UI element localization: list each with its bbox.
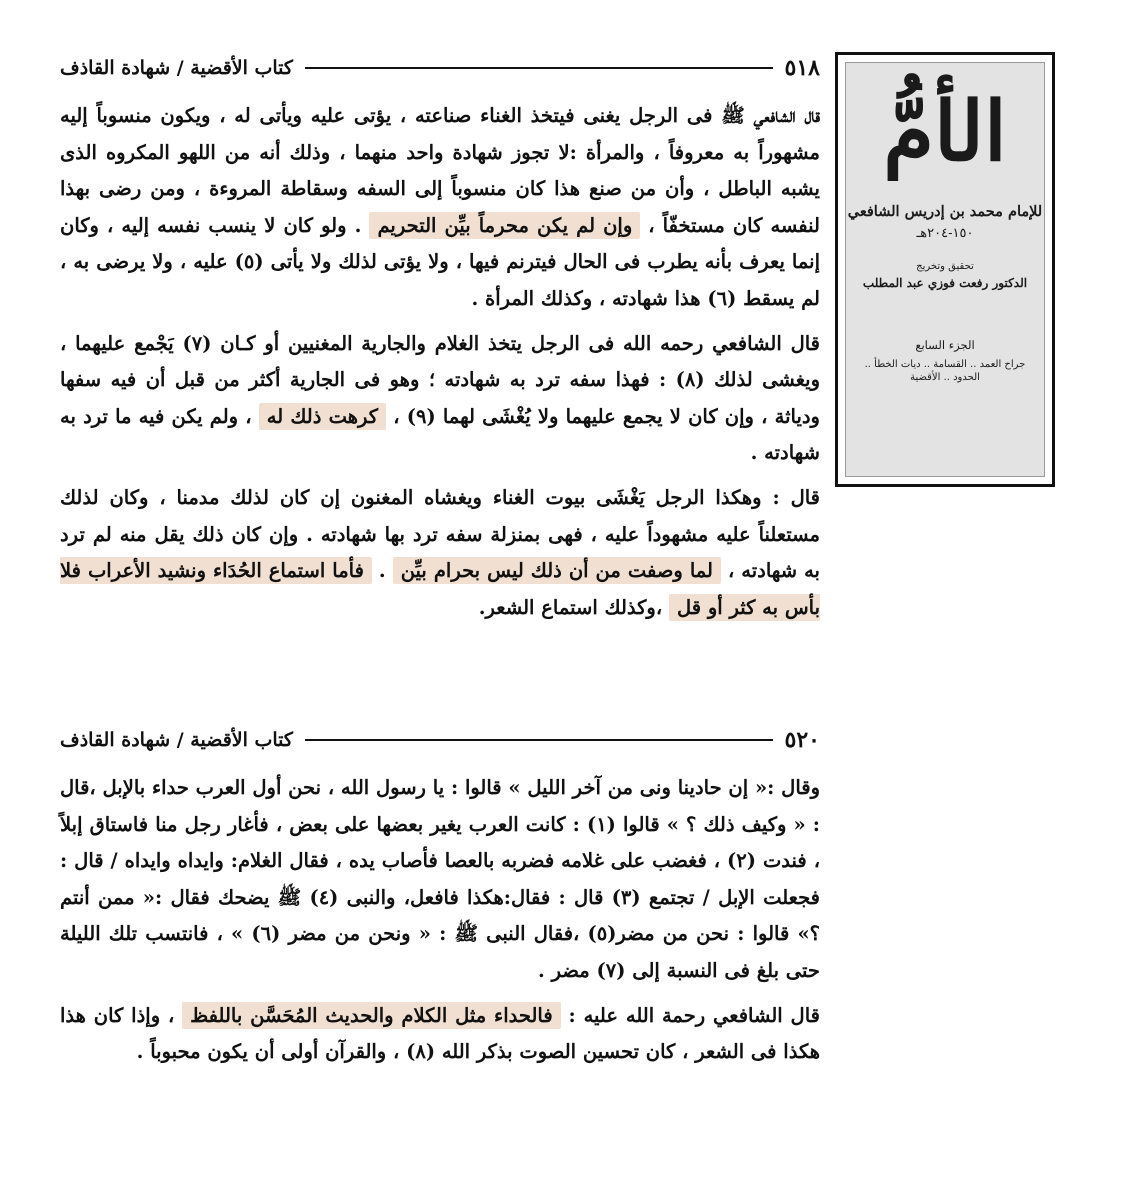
page-number: ٥١٨ [784,55,820,81]
text-run: : وهكذا الرجل يَغْشَى بيوت الغناء ويغشاه المغنون إن كان لذلك مدمنا ، وكان لذلك مستعلناً عليه مشهوداً عليه ، فهى بمنزلة سفه ترد بها شهادته . وإن كان ذلك يقل منه لم ترد به شهادته ، [60,485,820,583]
header-rule [305,67,773,69]
text-run: ،وكذلك استماع الشعر. [478,595,669,619]
text-run: . ولو كان لا ينسب نفسه إليه ، وكان إنما يعرف بأنه يطرب فى الحال فيترنم فيها ، ولا يؤتى لذلك ولا يأتى (٥) عليه ، ولا يرضى به ، لم يسقط (٦) هذا شهادته ، وكذلك المرأة . [60,213,820,310]
text-run: وقال :« إن حادينا ونى من آخر الليل » قالوا : يا رسول الله ، نحن أول العرب حداء بالإبل ،قال : « وكيف ذلك ؟ » قالوا (١) : كانت العرب يغير بعضها على بعض ، فأغار رجل منا فاستاق إبلاً ، فندت (٢) ، فغضب على غلامه فضربه بالعصا فأصاب يده ، فقال الغلام: وايداه وايداه / قال : فجعلت الإبل / تجتمع (٣) قال : فقال:هكذا فافعل، والنبى (٤) ﷺ يضحك فقال :« ممن أنتم ؟» قالوا : نحن من مضر(٥) ،فقال النبى ﷺ : « ونحن من مضر (٦) » ، فانتسب تلك الليلة حتى بلغ فى النسبة إلى (٧) مضر . [60,776,820,982]
paragraph [60,998,820,1071]
running-header [60,720,820,760]
paragraph [60,480,820,626]
cover-editor: الدكتور رفعت فوزي عبد المطلب [862,276,1028,290]
chapter-title: كتاب الأقضية / شهادة القاذف [60,729,293,751]
paragraph [60,770,820,990]
cover-editor-note: تحقيق وتخريج [916,261,974,272]
text-run: ، ولم يكن فيه ما ترد به شهادته . [60,404,820,465]
speaker-label: قال الشافعي [713,1003,820,1027]
text-run: فى الرجل يغنى فيتخذ الغناء صناعته ، يؤتى عليه ويأتى له ، ويكون منسوباً إليه مشهوراً به معروفاً ، والمرأة :لا تجوز شهادة واحد منهما ، وذلك أنه من اللهو المكروه الذى يشبه الباطل ، وأن من صنع هذا كان منسوباً إلى السفه وسقاطة المروءة ، ومن رضى بهذا لنفسه كان مستخفّاً ، [60,104,821,237]
cover-title: الأمُّ [883,84,1007,180]
cover-author: للإمام محمد بن إدريس الشافعي [847,203,1043,220]
cover-panel [845,62,1045,477]
text-run: رحمه الله فى الرجل يتخذ الغلام والجارية المغنيين أو كـان (٧) يَجْمع عليهما ، ويغشى لذلك (٨) : فهذا سفه ترد به شهادته ؛ وهو فى الجارية أكثر من قبل أن فيه سفها ودياثة ، وإن كان لا يجمع عليهما ولا يُغْشَى لهما (٩) ، [60,331,820,428]
body-text [60,770,820,1071]
page-520-excerpt [60,720,820,1079]
chapter-title: كتاب الأقضية / شهادة القاذف [60,57,293,79]
highlighted-phrase: لما وصفت من أن ذلك ليس بحرام بيِّن [393,557,721,584]
text-run: . [371,559,393,583]
running-header [60,48,820,88]
speaker-label: قال الشافعي ﷺ [721,104,820,127]
book-cover [835,52,1055,487]
paragraph [60,98,820,318]
cover-volume: الجزء السابع [915,338,975,352]
highlighted-phrase: وإن لم يكن محرماً بيِّن التحريم [369,212,640,239]
highlighted-phrase: فأما استماع الحُدَاء ونشيد الأعراب فلا بأس به كثر أو قل [60,559,820,619]
speaker-label: قال [790,485,820,509]
cover-years: ١٥٠-٢٠٤هـ [916,226,974,241]
text-run: ، وإذا كان هذا هكذا فى الشعر ، كان تحسين الصوت بذكر الله (٨) ، والقرآن أولى أن يكون محبوباً . [60,1003,820,1064]
highlighted-phrase: فالحداء مثل الكلام والحديث المُحَسَّن باللفظ [182,1002,561,1029]
highlighted-phrase: كرهت ذلك له [259,403,386,430]
text-run: رحمة الله عليه : [560,1003,714,1027]
body-text [60,98,820,626]
paragraph [60,326,820,472]
page-518-excerpt [60,48,820,634]
header-rule [305,739,773,741]
page-number: ٥٢٠ [784,727,820,753]
cover-contents: جراح العمد .. القسامة .. ديات الخطأ .. الحدود .. الأقضية [864,359,1026,383]
speaker-label: قال الشافعي [712,331,821,355]
